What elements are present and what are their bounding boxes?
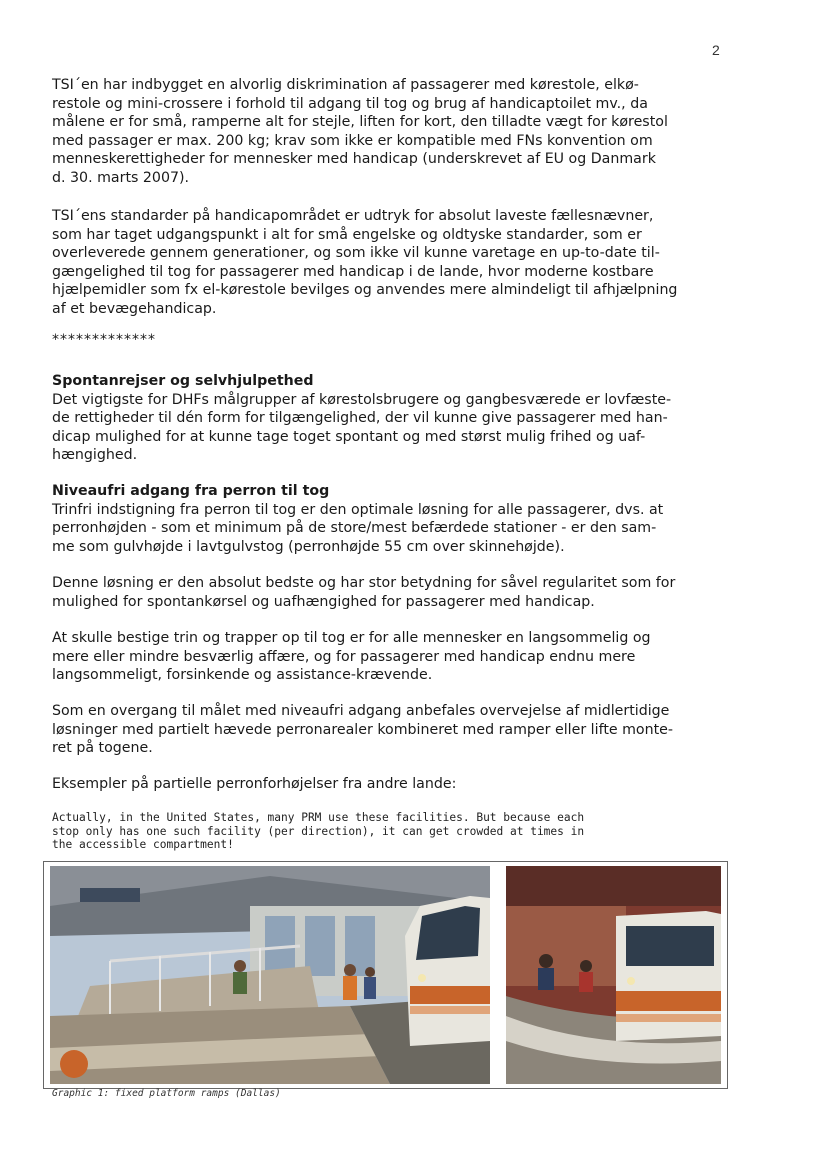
text-line: At skulle bestige trin og trapper op til tog er for alle mennesker en langsommelig og — [52, 630, 651, 646]
text-line: mere eller mindre besværlig affære, og for passagerer med handicap endnu mere — [52, 648, 636, 665]
text-line: d. 30. marts 2007). — [52, 169, 190, 186]
text-line: Eksempler på partielle perronforhøjelser fra andre lande: — [52, 776, 457, 792]
separator-stars: ************* — [52, 332, 156, 348]
note-line: the accessible compartment! — [52, 838, 234, 852]
section-heading: Niveaufri adgang fra perron til tog — [52, 483, 330, 499]
text-line: målene er for små, ramperne alt for stejle, liften for kort, den tilladte vægt for kørestol — [52, 114, 668, 130]
photo-station-platform-ramp — [50, 866, 490, 1084]
section-heading: Spontanrejser og selvhjulpethed — [52, 373, 314, 389]
note-line: stop only has one such facility (per direction), it can get crowded at times in — [52, 824, 585, 838]
paragraph-tsi-discrimination — [52, 76, 732, 187]
text-line: me som gulvhøjde i lavtgulvstog (perronhøjde 55 cm over skinnehøjde). — [52, 538, 565, 555]
text-line: løsninger med partielt hævede perronarealer kombineret med ramper eller lifte monte- — [52, 721, 674, 738]
note-us-facilities — [52, 811, 732, 852]
photo-frame — [43, 861, 728, 1089]
text-line: hængighed. — [52, 447, 138, 463]
text-line: de rettigheder til dén form for tilgængelighed, der vil kunne give passagerer med han- — [52, 410, 668, 426]
text-line: ret på togene. — [52, 740, 153, 756]
text-line: gængelighed til tog for passagerer med handicap i de lande, hvor moderne kostbare — [52, 263, 654, 280]
text-line: overleverede gennem generationer, og som ikke vil kunne varetage en up-to-date til- — [52, 245, 660, 261]
text-line: af et bevægehandicap. — [52, 300, 217, 317]
paragraph-tsi-standards — [52, 207, 732, 318]
photo-train-curved-platform — [506, 866, 721, 1084]
text-line: med passager er max. 200 kg; krav som ikke er kompatible med FNs konvention om — [52, 132, 653, 149]
text-line: dicap mulighed for at kunne tage toget spontant og med størst mulig frihed og uaf- — [52, 428, 646, 445]
text-line: TSI´en har indbygget en alvorlig diskrimination af passagerer med kørestole, elkø- — [52, 77, 639, 93]
text-line: Det vigtigste for DHFs målgrupper af kørestolsbrugere og gangbesværede er lovfæste- — [52, 391, 672, 408]
text-line: restole og mini-crossere i forhold til adgang til tog og brug af handicaptoilet mv., da — [52, 95, 648, 112]
text-line: Trinfri indstigning fra perron til tog er den optimale løsning for alle passagerer, dvs. at — [52, 501, 664, 518]
text-line: menneskerettigheder for mennesker med handicap (underskrevet af EU og Danmark — [52, 151, 656, 167]
paragraph-transition — [52, 702, 732, 758]
paragraph-examples-intro — [52, 775, 732, 794]
text-line: langsommeligt, forsinkende og assistance-krævende. — [52, 667, 433, 683]
text-line: hjælpemidler som fx el-kørestole bevilges og anvendes mere almindeligt til afhjælpning — [52, 282, 678, 298]
page-number: 2 — [712, 42, 720, 58]
figure-caption: Graphic 1: fixed platform ramps (Dallas) — [52, 1088, 281, 1099]
text-line: mulighed for spontankørsel og uafhængighed for passagerer med handicap. — [52, 593, 595, 610]
section-spontaneous-travel — [52, 372, 732, 465]
text-line: Som en overgang til målet med niveaufri adgang anbefales overvejelse af midlertidige — [52, 703, 670, 719]
paragraph-best-solution — [52, 574, 732, 611]
paragraph-steps-burden — [52, 629, 732, 685]
section-level-access — [52, 482, 732, 556]
text-line: Denne løsning er den absolut bedste og har stor betydning for såvel regularitet som for — [52, 575, 676, 591]
text-line: perronhøjden - som et minimum på de store/mest befærdede stationer - er den sam- — [52, 520, 657, 536]
note-line: Actually, in the United States, many PRM use these facilities. But because each — [52, 811, 585, 824]
text-line: TSI´ens standarder på handicapområdet er udtryk for absolut laveste fællesnævner, — [52, 208, 654, 224]
text-line: som har taget udgangspunkt i alt for små engelske og oldtyske standarder, som er — [52, 226, 642, 243]
